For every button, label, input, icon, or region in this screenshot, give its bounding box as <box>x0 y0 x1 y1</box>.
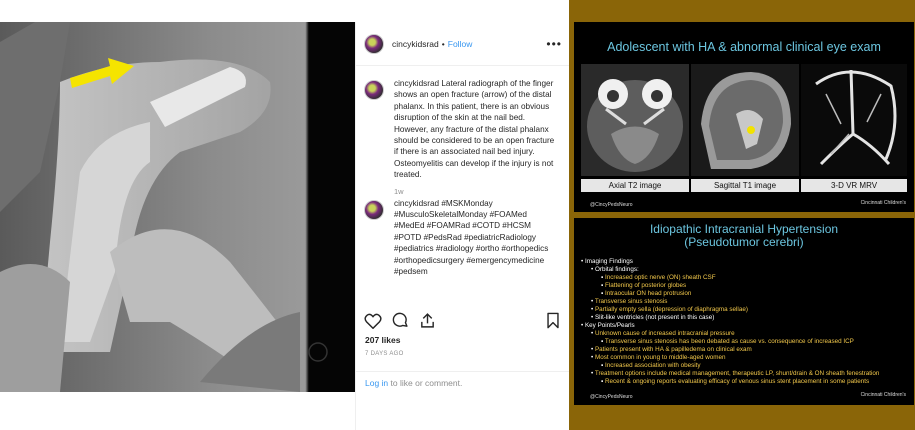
caption-axial: Axial T2 image <box>581 179 689 192</box>
instagram-post-panel <box>355 22 570 430</box>
bullet-item: ▪ Transverse sinus stenosis has been debated as cause vs. consequence of increased ICP <box>601 338 854 345</box>
avatar[interactable] <box>364 34 384 54</box>
axial-t2-image <box>581 64 689 176</box>
username-link[interactable]: cincykidsrad <box>392 38 439 49</box>
bullet-item: ▪ Intraocular ON head protrusion <box>601 290 692 297</box>
caption-sagittal: Sagittal T1 image <box>691 179 799 192</box>
mrv-3d-image <box>801 64 907 176</box>
action-bar <box>364 312 560 329</box>
slides-panel <box>569 0 915 430</box>
bullet-item: • Slit-like ventricles (not present in this case) <box>591 314 715 321</box>
slide2-title-line1: Idiopathic Intracranial Hypertension <box>649 222 839 236</box>
login-link[interactable]: Log in <box>365 378 389 388</box>
slide2-footer-logo: Cincinnati Children's <box>860 392 906 398</box>
slide2-title <box>574 223 914 249</box>
post-image-radiograph[interactable] <box>0 22 355 392</box>
bullet-item: • Patients present with HA & papilledema on clinical exam <box>591 346 752 353</box>
slide2-footer-handle: @CincyPedsNeuro <box>590 394 633 400</box>
caption-mrv: 3-D VR MRV <box>801 179 907 192</box>
slide1-footer-logo: Cincinnati Children's <box>860 200 906 206</box>
avatar[interactable] <box>364 200 384 220</box>
login-prompt-text: to like or comment. <box>388 378 463 388</box>
bullet-item: • Key Points/Pearls <box>581 322 635 329</box>
slide-iih <box>574 218 914 405</box>
heart-icon[interactable] <box>364 313 382 329</box>
sagittal-t1-image <box>691 64 799 176</box>
login-prompt <box>356 371 570 394</box>
slide-clinical-exam <box>574 22 914 212</box>
likes-count[interactable]: 207 likes <box>365 335 401 345</box>
bullet-item: • Partially empty sella (depression of diaphragma sellae) <box>591 306 748 313</box>
caption-username[interactable]: cincykidsrad <box>394 79 440 88</box>
caption-time: 1w <box>394 186 404 196</box>
post-timestamp: 7 DAYS AGO <box>365 351 404 357</box>
separator-dot: • <box>441 38 445 49</box>
bullet-item: ▪ Flattening of posterior globes <box>601 282 687 289</box>
comment-icon[interactable] <box>392 312 409 329</box>
slide2-title-line2: (Pseudotumor cerebri) <box>684 235 804 249</box>
bullet-list <box>581 258 910 386</box>
caption-comment <box>356 66 570 181</box>
avatar[interactable] <box>364 80 384 100</box>
follow-button[interactable]: Follow <box>447 38 473 49</box>
more-options-icon[interactable]: ••• <box>546 36 562 51</box>
bullet-item: • Imaging Findings <box>581 258 633 265</box>
bullet-item: • Treatment options include medical management, therapeutic LP, shunt/drain & ON sheath fenestration <box>591 370 880 377</box>
bullet-item: ▪ Increased optic nerve (ON) sheath CSF <box>601 274 716 281</box>
bullet-item: ▪ Recent & ongoing reports evaluating efficacy of venous sinus stent placement in some patients <box>601 378 870 385</box>
bullet-item: • Unknown cause of increased intracranial pressure <box>591 330 735 337</box>
caption-text: Lateral radiograph of the finger shows an open fracture (arrow) of the distal phalanx. In this patient, there is an obvious disruption of the skin at the nail bed. However, any fracture of the distal phalanx should be considered to be an open fracture if there is an associated nail bed injury. Osteomyelitis can develop if the injury is not treated. <box>394 79 555 180</box>
bookmark-icon[interactable] <box>546 312 560 329</box>
hashtag-username[interactable]: cincykidsrad <box>394 198 440 208</box>
bullet-item: • Most common in young to middle-aged women <box>591 354 726 361</box>
share-icon[interactable] <box>419 312 436 329</box>
bullet-item: ▪ Increased association with obesity <box>601 362 701 369</box>
bullet-item: • Orbital findings: <box>591 266 639 273</box>
hashtag-comment <box>356 196 570 278</box>
slide1-footer-handle: @CincyPedsNeuro <box>590 202 633 208</box>
hashtag-text[interactable]: #MSKMonday #MusculoSkeletalMonday #FOAMed #MedEd #FOAMRad #COTD #HCSM #POTD #PedsRad #pediatricRadiology #pediatrics #radiology #ortho #orthopedics #orthopedicsurgery #emergencymedicine #pedsem <box>394 198 549 277</box>
post-header <box>356 22 570 66</box>
bullet-item: • Transverse sinus stenosis <box>591 298 668 305</box>
slide1-title: Adolescent with HA & abnormal clinical eye exam <box>607 40 881 54</box>
